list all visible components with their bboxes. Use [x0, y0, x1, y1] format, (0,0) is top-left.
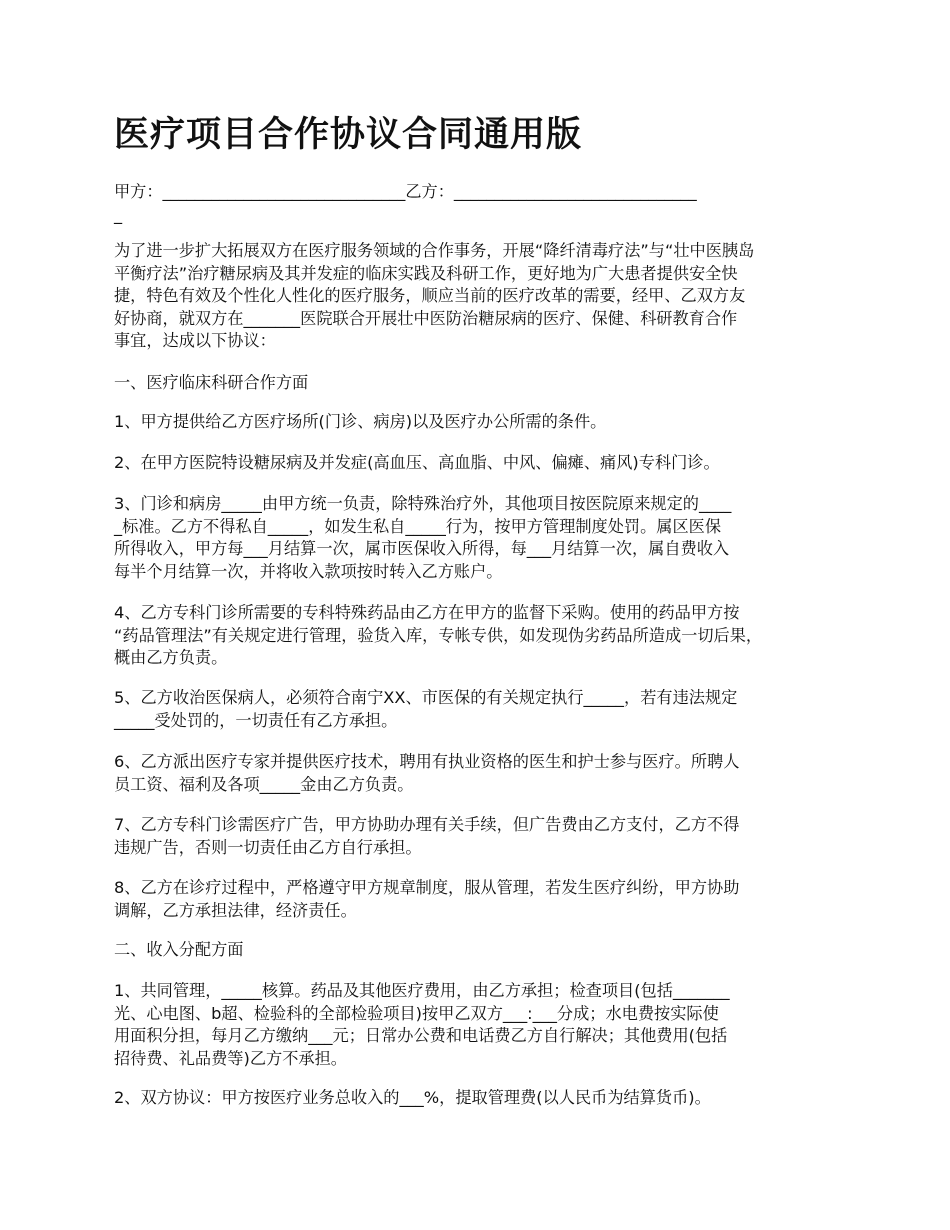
clause-1-8	[114, 877, 844, 922]
document-title: 医疗项目合作协议合同通用版	[114, 115, 583, 155]
intro-line: 好协商，就双方在_______医院联合开展壮中医防治糖尿病的医疗、保健、科研教育合作	[114, 308, 738, 328]
clause-line: 4、乙方专科门诊所需要的专科特殊药品由乙方在甲方的监督下采购。使用的药品甲方按	[114, 603, 740, 622]
clause-line: 违规广告，否则一切责任由乙方自行承担。	[114, 837, 422, 857]
clause-line: 7、乙方专科门诊需医疗广告，甲方协助办理有关手续，但广告费由乙方支付，乙方不得	[114, 815, 740, 834]
clause-1-5	[114, 687, 844, 732]
clause-1-4	[114, 602, 844, 670]
intro-line: 捷，特色有效及个性化人性化的医疗服务，顺应当前的医疗改革的需要，经甲、乙双方友	[114, 286, 746, 305]
clause-line: 8、乙方在诊疗过程中，严格遵守甲方规章制度，服从管理，若发生医疗纠纷，甲方协助	[114, 878, 740, 897]
clause-line: _标准。乙方不得私自_____，如发生私自_____行为，按甲方管理制度处罚。属区医保	[114, 516, 722, 536]
clause-line: 招待费、礼品费等)乙方不承担。	[114, 1048, 347, 1068]
section-heading-income: 二、收入分配方面	[114, 940, 244, 959]
clause-line: 3、门诊和病房_____由甲方统一负责，除特殊治疗外，其他项目按医院原来规定的____	[114, 494, 732, 513]
clause-1-7	[114, 814, 844, 859]
clause-1-3	[114, 493, 844, 583]
clause-line: “药品管理法”有关规定进行管理，验货入库，专帐专供，如发现伪劣药品所造成一切后果，	[114, 625, 763, 645]
clause-line: _____受处罚的，一切责任有乙方承担。	[114, 710, 398, 730]
clause-line: 用面积分担，每月乙方缴纳___元；日常办公费和电话费乙方自行解决；其他费用(包括	[114, 1026, 728, 1045]
intro-line: 平衡疗法”治疗糖尿病及其并发症的临床实践及科研工作，更好地为广大患者提供安全快	[114, 263, 738, 283]
clause-2-1	[114, 980, 844, 1070]
clause-1-2: 2、在甲方医院特设糖尿病及并发症(高血压、高血脂、中风、偏瘫、痛风)专科门诊。	[114, 453, 720, 472]
intro-line: 为了进一步扩大拓展双方在医疗服务领域的合作事务，开展“降纤清毒疗法”与“壮中医胰岛	[114, 241, 755, 260]
clause-line: 员工资、福利及各项_____金由乙方负责。	[114, 774, 414, 794]
intro-line: 事宜，达成以下协议：	[114, 331, 276, 350]
clause-line: 1、共同管理，_____核算。药品及其他医疗费用，由乙方承担；检查项目(包括_______	[114, 981, 730, 1000]
clause-line: 光、心电图、b超、检验科的全部检验项目)按甲乙双方___:___分成；水电费按实际使	[114, 1003, 719, 1023]
clause-1-1: 1、甲方提供给乙方医疗场所(门诊、病房)以及医疗办公所需的条件。	[114, 412, 607, 431]
parties-wrap-text: _	[114, 204, 123, 224]
parties-text: 甲方：______________________________乙方：______________________________	[114, 182, 697, 201]
clause-line: 每半个月结算一次，并将收入款项按时转入乙方账户。	[114, 561, 503, 581]
parties-line	[114, 181, 844, 226]
intro-paragraph	[114, 240, 844, 353]
clause-line: 5、乙方收治医保病人，必须符合南宁XX、市医保的有关规定执行_____，若有违法规定	[114, 688, 738, 707]
section-heading-medical: 一、医疗临床科研合作方面	[114, 373, 309, 392]
clause-line: 概由乙方负责。	[114, 648, 228, 667]
clause-line: 调解，乙方承担法律，经济责任。	[114, 900, 357, 920]
clause-2-2: 2、双方协议：甲方按医疗业务总收入的___%，提取管理费(以人民币为结算货币)。	[114, 1088, 711, 1107]
clause-line: 所得收入，甲方每___月结算一次，属市医保收入所得，每___月结算一次，属自费收入	[114, 539, 730, 558]
clause-line: 6、乙方派出医疗专家并提供医疗技术，聘用有执业资格的医生和护士参与医疗。所聘人	[114, 752, 740, 771]
clause-1-6	[114, 751, 844, 796]
